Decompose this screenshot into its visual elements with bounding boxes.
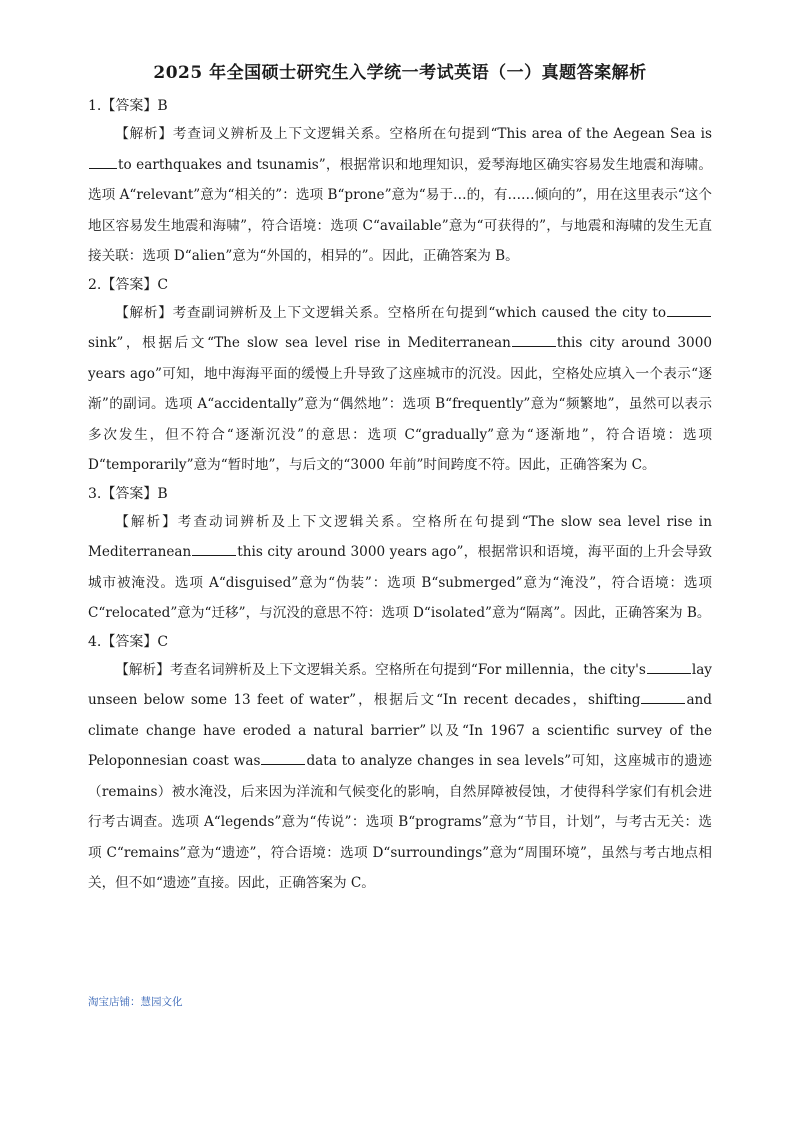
analysis-label: 【解析】 (115, 304, 173, 321)
analysis-text: and climate change have eroded a natural barrier”以及“In 1967 a scientific survey of the Peloponnesian coast was (88, 692, 712, 769)
footer-shop-link[interactable]: 淘宝店铺：慧园文化 (88, 996, 183, 1008)
page-title: 2025 年全国硕士研究生入学统一考试英语（一）真题答案解析 (153, 63, 647, 83)
answer-line: 4.【答案】C (88, 633, 169, 650)
question-3 (88, 483, 712, 629)
answer-blank (89, 153, 117, 169)
analysis-paragraph (88, 119, 712, 272)
analysis-label: 【解析】 (115, 513, 178, 530)
analysis-text: lay unseen below some 13 feet of water”，根据后文“In recent decades，shifting (88, 661, 712, 708)
document-page (88, 58, 712, 901)
analysis-label: 【解析】 (115, 661, 170, 678)
answer-blank (192, 540, 236, 556)
analysis-text: data to analyze changes in sea levels”可知，这座城市的遗迹（remains）被水淹没，后来因为洋流和气候变化的影响，自然屏障被侵蚀，才使得科学家们有机会进行考古调查。选项 A“legends”意为“传说”：选项 B“programs”意为“节目，计划”，与考古无关：选项 C“remains”意为“遗迹”，符合语境：选项 D“surroundings”意为“周围环境”，虽然与考古地点相关，但不如“遗迹”直接。因此，正确答案为 C。 (88, 753, 713, 891)
answer-line: 3.【答案】B (88, 485, 168, 502)
analysis-text: 考查名词辨析及上下文逻辑关系。空格所在句提到“For millennia，the city's (169, 661, 646, 678)
analysis-label: 【解析】 (115, 126, 173, 142)
analysis-text: sink”，根据后文“The slow sea level rise in Mediterranean (88, 335, 511, 351)
analysis-text: this city around 3000 years ago”可知，地中海海平面的缓慢上升导致了这座城市的沉没。因此，空格处应填入一个表示“逐渐”的副词。选项 A“accidentally”意为“偶然地”：选项 B“frequently”意为“频繁地”，虽然可以表示多次发生，但不符合“逐渐沉没”的意思：选项 C“gradually”意为“逐渐地”，符合语境：选项 D“temporarily”意为“暂时地”，与后文的“3000 年前”时间跨度不符。因此，正确答案为 C。 (88, 335, 712, 473)
answer-line: 2.【答案】C (88, 276, 169, 293)
question-2 (88, 274, 712, 481)
analysis-text: this city around 3000 years ago”，根据常识和语境，海平面的上升会导致城市被淹没。选项 A“disguised”意为“伪装”：选项 B“submerged”意为“淹没”，符合语境：选项 C“relocated”意为“迁移”，与沉没的意思不符：选项 D“isolated”意为“隔离”。因此，正确答案为 B。 (88, 544, 712, 621)
analysis-text: 考查词义辨析及上下文逻辑关系。空格所在句提到“This area of the Aegean Sea is (172, 126, 712, 142)
analysis-text: 考查副词辨析及上下文逻辑关系。空格所在句提到“which caused the city to (172, 304, 667, 321)
analysis-paragraph (88, 655, 712, 899)
analysis-text: 考查动词辨析及上下文逻辑关系。空格所在句提到“The slow sea level rise in Mediterranean (88, 513, 713, 560)
answer-blank (512, 331, 556, 347)
question-1 (88, 95, 712, 272)
analysis-paragraph (88, 507, 712, 629)
answer-blank (641, 688, 685, 704)
analysis-text: to earthquakes and tsunamis”，根据常识和地理知识，爱琴海地区确实容易发生地震和海啸。选项 A“relevant”意为“相关的”：选项 B“prone”意为“易于…的，有……倾向的”，用在这里表示“这个地区容易发生地震和海啸”，符合语境：选项 C“available”意为“可获得的”，与地震和海啸的发生无直接关联：选项 D“alien”意为“外国的，相异的”。因此，正确答案为 B。 (88, 156, 712, 264)
answer-blank (667, 301, 711, 317)
analysis-paragraph (88, 298, 712, 481)
answer-blank (647, 658, 691, 674)
answer-blank (261, 749, 305, 765)
answer-line: 1.【答案】B (88, 98, 168, 114)
question-4 (88, 631, 712, 899)
